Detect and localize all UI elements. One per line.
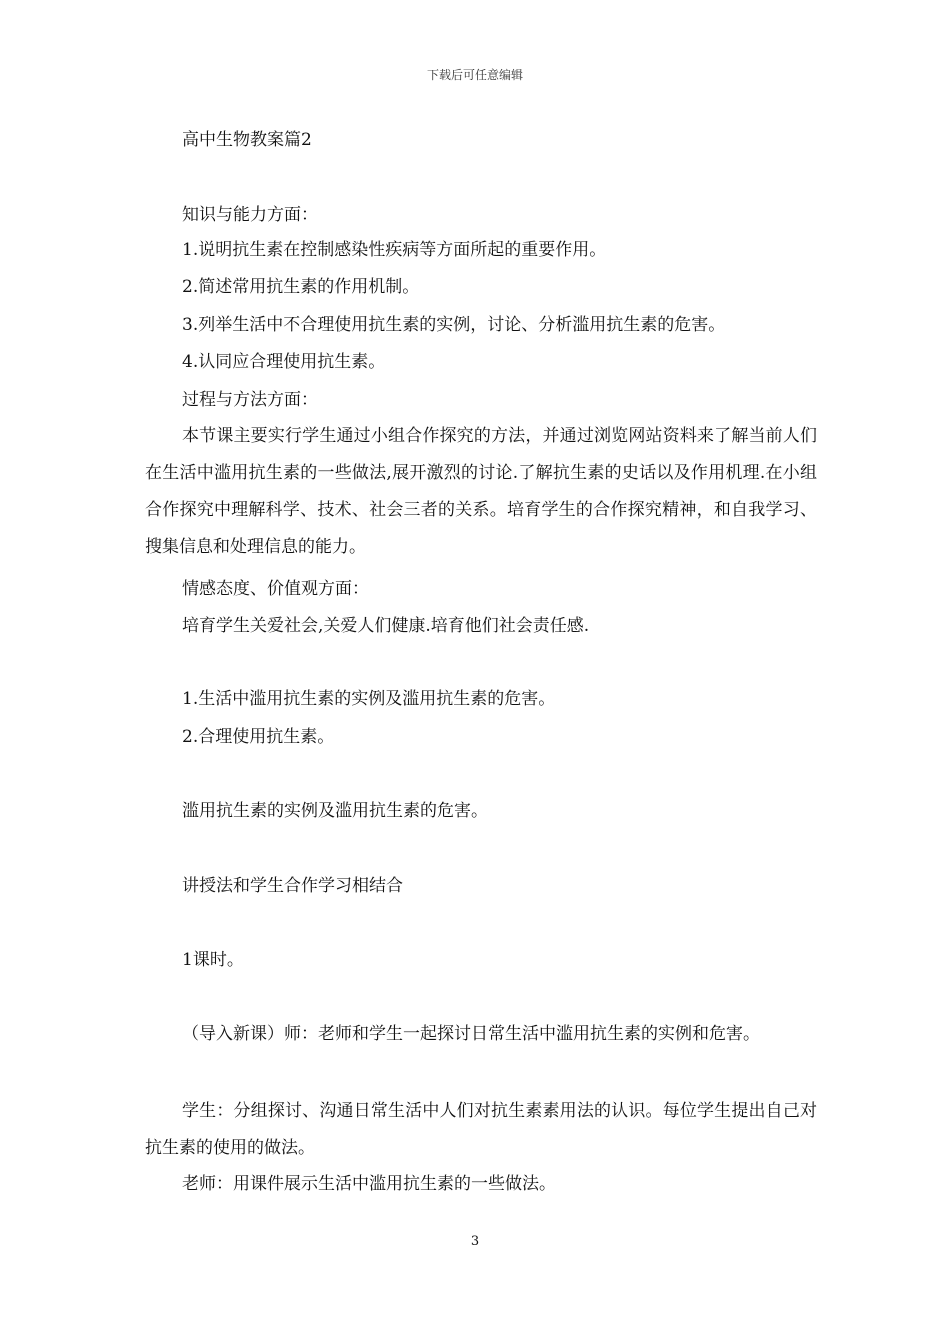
teacher-line: 老师：用课件展示生活中滥用抗生素的一些做法。 bbox=[182, 1174, 556, 1194]
process-heading: 过程与方法方面： bbox=[182, 390, 318, 410]
difficulty-text: 滥用抗生素的实例及滥用抗生素的危害。 bbox=[182, 801, 488, 821]
knowledge-item: 3.列举生活中不合理使用抗生素的实例，讨论、分析滥用抗生素的危害。 bbox=[182, 315, 726, 335]
emotion-text: 培育学生关爱社会,关爱人们健康.培育他们社会责任感. bbox=[182, 616, 590, 636]
page-header-note: 下载后可任意编辑 bbox=[426, 68, 523, 82]
knowledge-item: 4.认同应合理使用抗生素。 bbox=[182, 352, 386, 372]
key-point-item: 1.生活中滥用抗生素的实例及滥用抗生素的危害。 bbox=[182, 689, 556, 709]
knowledge-heading: 知识与能力方面： bbox=[182, 205, 318, 225]
knowledge-item: 2.简述常用抗生素的作用机制。 bbox=[182, 277, 420, 297]
key-point-item: 2.合理使用抗生素。 bbox=[182, 727, 335, 747]
duration-text: 1课时。 bbox=[182, 950, 244, 970]
emotion-heading: 情感态度、价值观方面： bbox=[182, 579, 369, 599]
intro-paragraph: （导入新课）师：老师和学生一起探讨日常生活中滥用抗生素的实例和危害。 bbox=[182, 1024, 760, 1044]
process-paragraph: 本节课主要实行学生通过小组合作探究的方法，并通过浏览网站资料来了解当前人们在生活中滥用抗生素的一些做法,展开激烈的讨论.了解抗生素的史话以及作用机理.在小组合作探究中理解科学、技术、社会三者的关系。培育学生的合作探究精神，和自我学习、搜集信息和处理信息的能力。 bbox=[145, 426, 817, 557]
method-text: 讲授法和学生合作学习相结合 bbox=[182, 876, 403, 896]
document-title: 高中生物教案篇2 bbox=[182, 130, 312, 150]
page-number: 3 bbox=[470, 1234, 480, 1249]
student-paragraph: 学生：分组探讨、沟通日常生活中人们对抗生素素用法的认识。每位学生提出自己对抗生素的使用的做法。 bbox=[145, 1101, 817, 1158]
knowledge-item: 1.说明抗生素在控制感染性疾病等方面所起的重要作用。 bbox=[182, 240, 607, 260]
